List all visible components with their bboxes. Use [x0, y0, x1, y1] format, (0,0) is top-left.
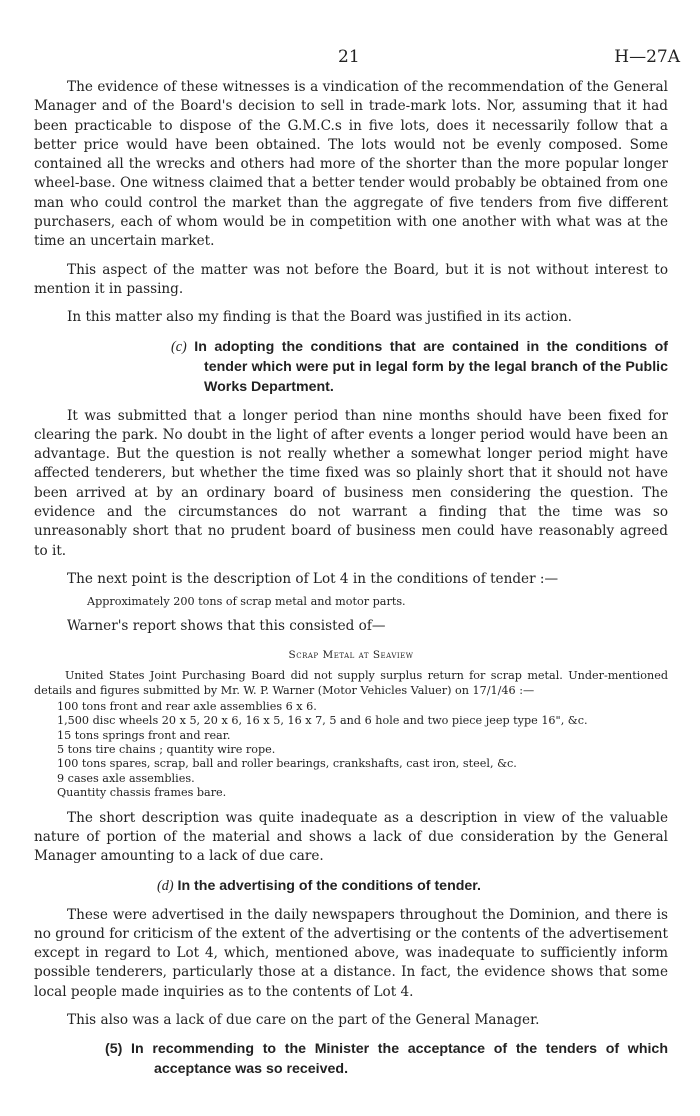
quoted-description: Approximately 200 tons of scrap metal and motor parts. — [87, 595, 406, 609]
paragraph: These were advertised in the daily newspapers throughout the Dominion, and there is no ground for criticism of the extent of the advertising or the contents of the advertisement except in regard to Lot 4, which, mentioned above, was inadequate to sufficiently inform possible tenderers, particularly those at a distance. In fact, the evidence shows that some local people made inquiries as to the contents of Lot 4. — [34, 906, 668, 1000]
section-heading-5 — [34, 1039, 668, 1079]
list-item: 9 cases axle assemblies. — [57, 771, 195, 785]
list-item: 100 tons spares, scrap, ball and roller bearings, crankshafts, cast iron, steel, &c. — [57, 757, 517, 771]
list-item: 15 tons springs front and rear. — [57, 728, 231, 742]
document-reference: H—27A — [614, 47, 680, 67]
list-item: 1,500 disc wheels 20 x 5, 20 x 6, 16 x 5, 16 x 7, 5 and 6 hole and two piece jeep type 16", &c. — [57, 714, 588, 728]
heading-text: In the advertising of the conditions of tender. — [177, 877, 481, 894]
paragraph: The next point is the description of Lot 4 in the conditions of tender :— — [67, 570, 559, 587]
section-heading-c — [34, 337, 668, 397]
paragraph: Warner's report shows that this consisted of— — [67, 618, 386, 635]
list-item: Quantity chassis frames bare. — [57, 786, 227, 800]
page-header — [0, 47, 700, 69]
page-number: 21 — [338, 47, 360, 67]
heading-label: (d) — [157, 877, 174, 894]
list-item: 100 tons front and rear axle assemblies 6 x 6. — [57, 699, 317, 713]
scrap-intro: United States Joint Purchasing Board did not supply surplus return for scrap metal. Under-mentioned details and figures submitted by Mr. W. P. Warner (Motor Vehicles Valuer) on 17/1/46 :— — [34, 668, 668, 697]
paragraph: The short description was quite inadequate as a description in view of the valuable nature of portion of the material and shows a lack of due consideration by the General Manager amounting to a lack of due care. — [34, 809, 668, 865]
paragraph: This also was a lack of due care on the part of the General Manager. — [67, 1012, 540, 1029]
scrap-items — [57, 700, 668, 801]
heading-text: In adopting the conditions that are contained in the conditions of tender which were put in legal form by the legal branch of the Public Works Department. — [194, 338, 668, 395]
paragraph: The evidence of these witnesses is a vindication of the recommendation of the General Manager and of the Board's decision to sell in trade-mark lots. Nor, assuming that it had been practicable to dispose of the G.M.C.s in five lots, does it necessarily follow that a better price would have been obtained. The lots would not be evenly composed. Some contained all the wrecks and others had more of the shorter than the more popular longer wheel-base. One witness claimed that a better tender would probably be obtained from one man who could control the market than the aggregate of five tenders from five different purchasers, each of whom would be in competition with one another with what was at the time an uncertain market. — [34, 79, 668, 250]
heading-text: In recommending to the Minister the acceptance of the tenders of which acceptance was so received. — [131, 1041, 668, 1078]
paragraph: This aspect of the matter was not before the Board, but it is not without interest to mention it in passing. — [34, 261, 668, 297]
heading-label: (c) — [171, 338, 187, 355]
scrap-list-title: Scrap Metal at Seaview — [288, 648, 414, 661]
section-heading-d — [34, 876, 668, 896]
paragraph: In this matter also my finding is that the Board was justified in its action. — [67, 309, 572, 326]
paragraph: It was submitted that a longer period than nine months should have been fixed for clearing the park. No doubt in the light of after events a longer period would have been an advantage. But the question is not really whether a somewhat longer period might have affected tenderers, but whether the time fixed was so plainly short that it should not have been arrived at by an ordinary board of business men considering the question. The evidence and the circumstances do not warrant a finding that the time was so unreasonably short that no prudent board of business men could have reasonably agreed to it. — [34, 407, 668, 559]
heading-label: (5) — [105, 1041, 123, 1058]
document-body — [34, 78, 668, 1089]
list-item: 5 tons tire chains ; quantity wire rope. — [57, 743, 276, 757]
